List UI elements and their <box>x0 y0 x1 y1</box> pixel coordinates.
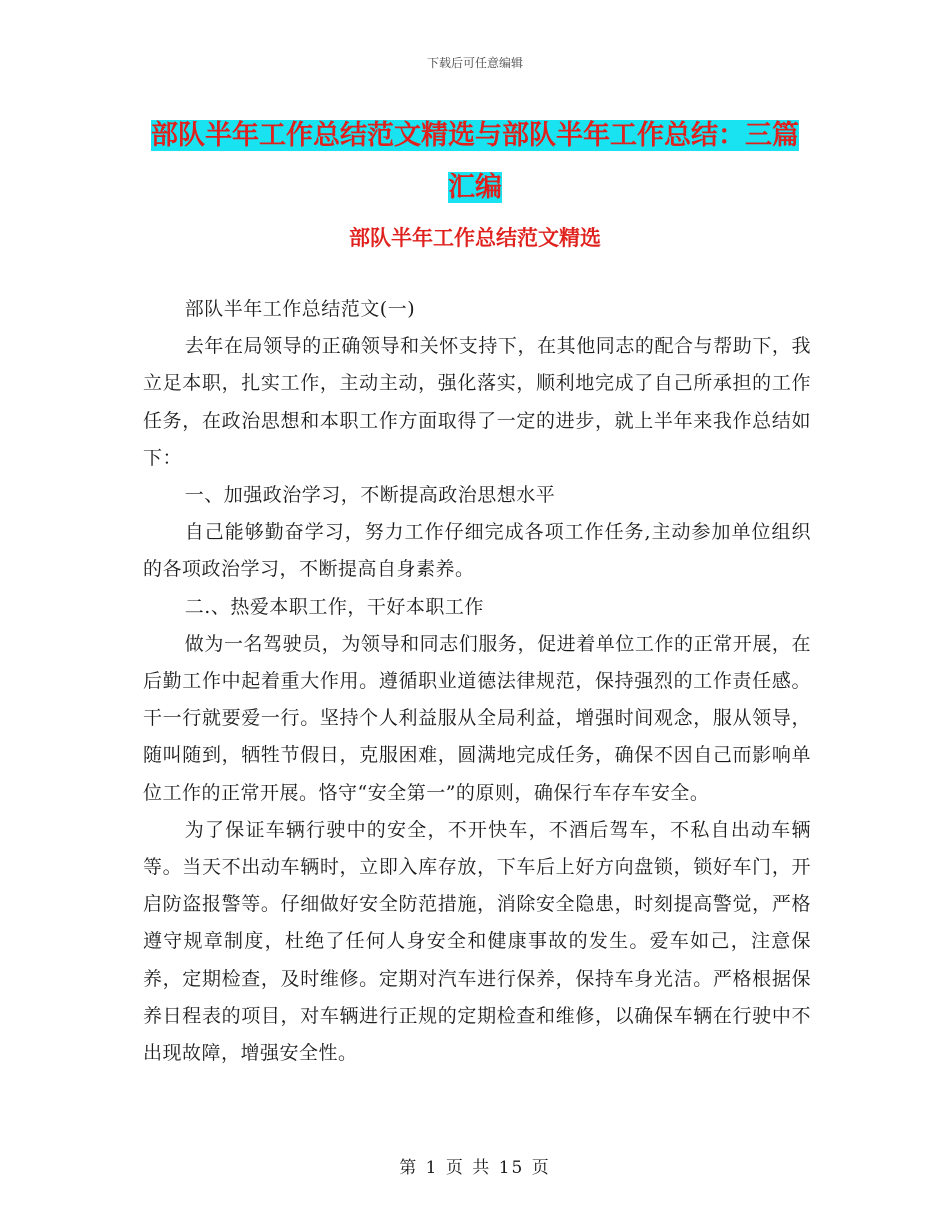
paragraph-subheading: 部队半年工作总结范文(一) <box>184 298 416 320</box>
document-title <box>140 110 810 214</box>
section-title: 部队半年工作总结范文精选 <box>349 226 601 250</box>
header-note: 下载后可任意编辑 <box>426 56 523 70</box>
paragraph-heading: 二.、热爱本职工作，干好本职工作 <box>184 595 484 618</box>
document-title-text: 部队半年工作总结范文精选与部队半年工作总结：三篇汇编 <box>151 120 799 203</box>
paragraph: 为了保证车辆行驶中的安全，不开快车，不酒后驾车，不私自出动车辆等。当天不出动车辆时，立即入库存放，下车后上好方向盘锁，锁好车门，开启防盗报警等。仔细做好安全防范措施，消除安全隐患，时刻提高警觉，严格遵守规章制度，杜绝了任何人身安全和健康事故的发生。爱车如己，注意保养，定期检查，及时维修。定期对汽车进行保养，保持车身光洁。严格根据保养日程表的项目，对车辆进行正规的定期检查和维修，以确保车辆在行驶中不出现故障，增强安全性。 <box>143 818 811 1065</box>
document-body <box>143 291 811 1072</box>
page-footer: 第 1 页 共 15 页 <box>399 1158 551 1178</box>
paragraph: 自己能够勤奋学习，努力工作仔细完成各项工作任务,主动参加单位组织的各项政治学习，不断提高自身素养。 <box>143 521 811 581</box>
paragraph-heading: 一、加强政治学习，不断提高政治思想水平 <box>184 484 556 507</box>
paragraph: 做为一名驾驶员，为领导和同志们服务，促进着单位工作的正常开展，在后勤工作中起着重大作用。遵循职业道德法律规范，保持强烈的工作责任感。干一行就要爱一行。坚持个人利益服从全局利益，增强时间观念，服从领导，随叫随到，牺牲节假日，克服困难，圆满地完成任务，确保不因自己而影响单位工作的正常开展。恪守“安全第一”的原则，确保行车存车安全。 <box>143 632 811 804</box>
paragraph: 去年在局领导的正确领导和关怀支持下，在其他同志的配合与帮助下，我立足本职，扎实工作，主动主动，强化落实，顺利地完成了自己所承担的工作任务，在政治思想和本职工作方面取得了一定的进步，就上半年来我作总结如下： <box>143 335 811 469</box>
